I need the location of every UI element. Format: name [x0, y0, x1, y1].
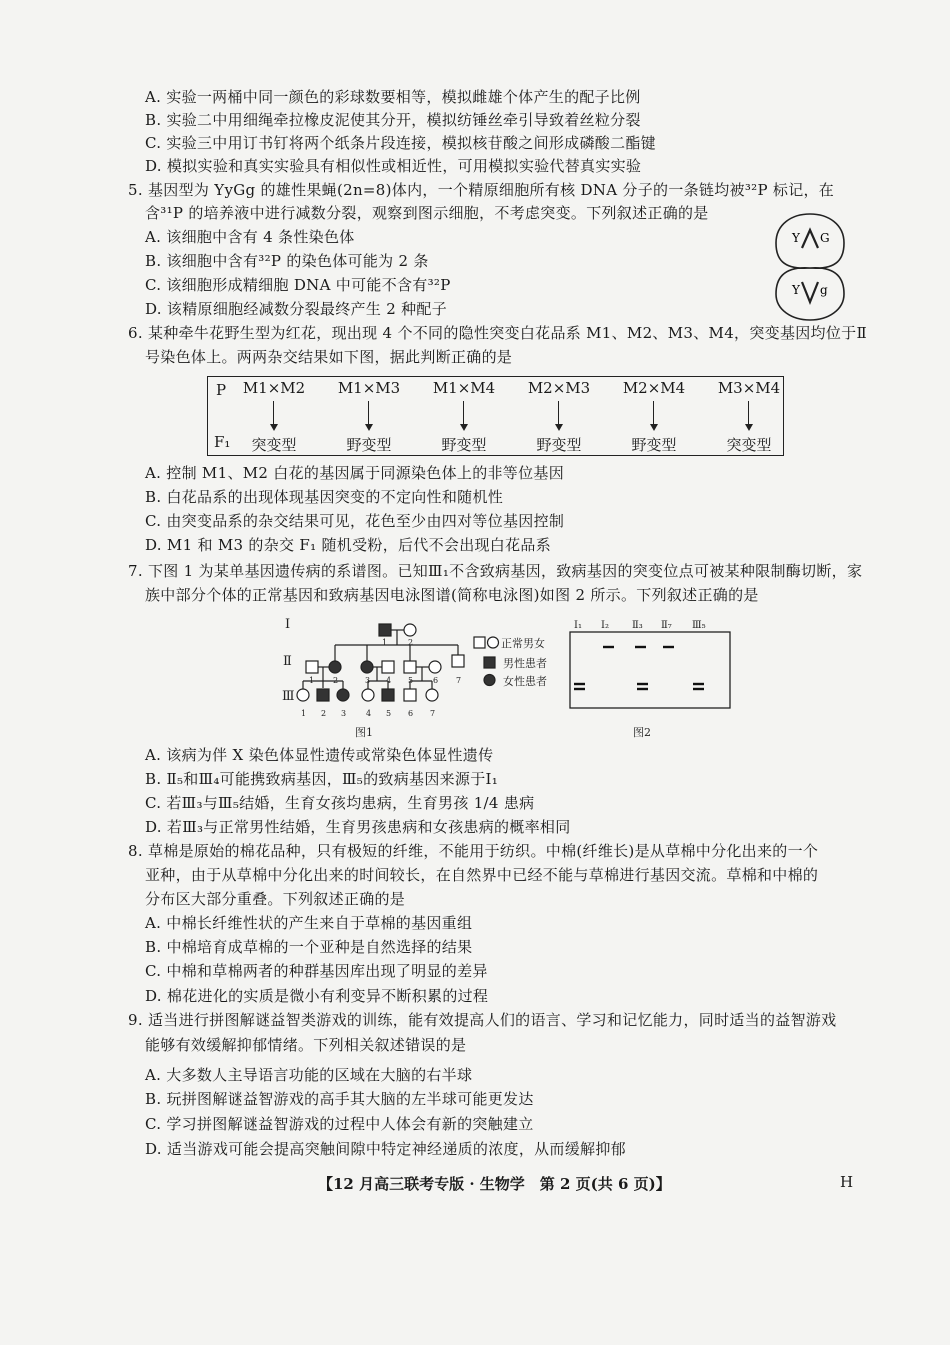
individual-number: 6 [408, 709, 414, 718]
q6-option-c: C. 由突变品系的杂交结果可见，花色至少由四对等位基因控制 [145, 512, 565, 530]
q4-option-c: C. 实验三中用订书钉将两个纸条片段连接，模拟核苷酸之间形成磷酸二酯键 [145, 134, 656, 152]
q9-option-a: A. 大多数人主导语言功能的区域在大脑的右半球 [145, 1066, 473, 1084]
legend-normal: 正常男女 [501, 637, 545, 650]
q8-option-b: B. 中棉培育成草棉的一个亚种是自然选择的结果 [145, 938, 473, 956]
q9-option-b: B. 玩拼图解谜益智游戏的高手其大脑的左半球可能更发达 [145, 1090, 534, 1108]
individual-number: 7 [456, 676, 462, 685]
figure1-caption: 图1 [355, 726, 373, 739]
down-arrow-icon [321, 401, 417, 431]
q6-option-d: D. M1 和 M3 的杂交 F₁ 随机受粉，后代不会出现白花品系 [145, 536, 551, 554]
q5-option-d: D. 该精原细胞经减数分裂最终产生 2 种配子 [145, 300, 448, 318]
f1-result: 突变型 [726, 436, 772, 454]
q9-stem-line2: 能够有效缓解抑郁情绪。下列相关叙述错误的是 [145, 1036, 467, 1054]
individual-number: 2 [408, 638, 414, 647]
q4-option-d: D. 模拟实验和真实实验具有相似性或相近性，可用模拟实验代替真实实验 [145, 157, 642, 175]
gel-lane-label: Ⅰ₂ [601, 620, 609, 631]
q5-stem-line2: 含³¹P 的培养液中进行减数分裂，观察到图示细胞，不考虑突变。下列叙述正确的是 [145, 204, 709, 222]
cell-division-diagram [772, 210, 848, 325]
legend-affected-male: 男性患者 [503, 657, 547, 670]
legend-affected-female: 女性患者 [503, 675, 547, 688]
generation-label: Ⅲ [282, 689, 295, 704]
f1-label: F₁ [214, 433, 231, 451]
individual-number: 1 [301, 709, 307, 718]
individual-number: 4 [386, 676, 392, 685]
allele-label: Y [792, 231, 800, 245]
individual-number: 4 [366, 709, 372, 718]
q7-option-b: B. Ⅱ₅和Ⅲ₄可能携致病基因，Ⅲ₅的致病基因来源于Ⅰ₁ [145, 770, 499, 788]
gel-lane-label: Ⅰ₁ [574, 620, 582, 631]
cross-label: M3×M4 [717, 379, 781, 397]
q8-stem-line3: 分布区大部分重叠。下列叙述正确的是 [145, 890, 406, 908]
gel-lane-label: Ⅱ₃ [632, 620, 643, 631]
allele-label: Y [792, 283, 800, 297]
allele-label: G [820, 231, 830, 245]
figure2-caption: 图2 [633, 726, 651, 739]
q8-option-d: D. 棉花进化的实质是微小有利变异不断积累的过程 [145, 987, 489, 1005]
pedigree-and-gel-figures [270, 605, 740, 745]
q7-option-a: A. 该病为伴 X 染色体显性遗传或常染色体显性遗传 [145, 746, 494, 764]
f1-result: 野变型 [441, 436, 487, 454]
q9-stem-line1: 9. 适当进行拼图解谜益智类游戏的训练，能有效提高人们的语言、学习和记忆能力，同时适当的益智游戏 [128, 1011, 837, 1029]
version-code: H [840, 1173, 854, 1191]
q8-stem-line2: 亚种，由于从草棉中分化出来的时间较长，在自然界中已经不能与草棉进行基因交流。草棉和中棉的 [145, 866, 819, 884]
individual-number: 7 [430, 709, 436, 718]
page-footer: 【12 月高三联考专版 · 生物学 第 2 页(共 6 页)】 [318, 1175, 671, 1193]
gel-lane-label: Ⅲ₅ [692, 620, 706, 631]
q7-option-c: C. 若Ⅲ₃与Ⅲ₅结婚，生育女孩均患病，生育男孩 1/4 患病 [145, 794, 535, 812]
q5-option-c: C. 该细胞形成精细胞 DNA 中可能不含有³²P [145, 276, 451, 294]
q4-option-b: B. 实验二中用细绳牵拉橡皮泥使其分开，模拟纺锤丝牵引导致着丝粒分裂 [145, 111, 641, 129]
q7-option-d: D. 若Ⅲ₃与正常男性结婚，生育男孩患病和女孩患病的概率相同 [145, 818, 571, 836]
q6-stem-line1: 6. 某种牵牛花野生型为红花，现出现 4 个不同的隐性突变白花品系 M1、M2、M3、M4，突变基因均位于Ⅱ [128, 324, 867, 342]
individual-number: 5 [408, 676, 414, 685]
q9-option-d: D. 适当游戏可能会提高突触间隙中特定神经递质的浓度，从而缓解抑郁 [145, 1140, 626, 1158]
cross-results-table [207, 376, 784, 456]
individual-number: 3 [365, 676, 371, 685]
generation-label: Ⅱ [283, 654, 292, 669]
q6-stem-line2: 号染色体上。两两杂交结果如下图，据此判断正确的是 [145, 348, 513, 366]
cross-label: M2×M4 [622, 379, 686, 397]
down-arrow-icon [511, 401, 607, 431]
allele-label: g [820, 283, 828, 297]
q7-stem-line1: 7. 下图 1 为某单基因遗传病的系谱图。已知Ⅲ₁不含致病基因，致病基因的突变位点可被某种限制酶切断，家 [128, 562, 863, 580]
p-label: P [216, 381, 227, 399]
q4-option-a: A. 实验一两桶中同一颜色的彩球数要相等，模拟雌雄个体产生的配子比例 [145, 88, 641, 106]
individual-number: 1 [309, 676, 315, 685]
cross-label: M2×M3 [527, 379, 591, 397]
individual-number: 5 [386, 709, 392, 718]
q8-option-c: C. 中棉和草棉两者的种群基因库出现了明显的差异 [145, 962, 488, 980]
q5-stem-line1: 5. 基因型为 YyGg 的雄性果蝇(2n=8)体内，一个精原细胞所有核 DNA 分子的一条链均被³²P 标记，在 [128, 181, 835, 199]
q5-option-a: A. 该细胞中含有 4 条性染色体 [145, 228, 355, 246]
f1-result: 野变型 [631, 436, 677, 454]
q7-stem-line2: 族中部分个体的正常基因和致病基因电泳图谱(简称电泳图)如图 2 所示。下列叙述正确的是 [145, 586, 759, 604]
individual-number: 3 [341, 709, 347, 718]
q8-stem-line1: 8. 草棉是原始的棉花品种，只有极短的纤维，不能用于纺织。中棉(纤维长)是从草棉中分化出来的一个 [128, 842, 819, 860]
individual-number: 1 [382, 638, 388, 647]
generation-label: Ⅰ [285, 617, 291, 632]
f1-result: 突变型 [251, 436, 297, 454]
down-arrow-icon [226, 401, 322, 431]
individual-number: 2 [321, 709, 327, 718]
individual-number: 6 [433, 676, 439, 685]
cross-label: M1×M3 [337, 379, 401, 397]
q5-option-b: B. 该细胞中含有³²P 的染色体可能为 2 条 [145, 252, 429, 270]
f1-result: 野变型 [536, 436, 582, 454]
f1-result: 野变型 [346, 436, 392, 454]
cross-label: M1×M4 [432, 379, 496, 397]
down-arrow-icon [701, 401, 797, 431]
q6-option-b: B. 白花品系的出现体现基因突变的不定向性和随机性 [145, 488, 504, 506]
individual-number: 2 [333, 676, 339, 685]
q6-option-a: A. 控制 M1、M2 白花的基因属于同源染色体上的非等位基因 [145, 464, 565, 482]
gel-lane-label: Ⅱ₇ [661, 620, 672, 631]
q8-option-a: A. 中棉长纤维性状的产生来自于草棉的基因重组 [145, 914, 473, 932]
q9-option-c: C. 学习拼图解谜益智游戏的过程中人体会有新的突触建立 [145, 1115, 534, 1133]
gel-box [570, 632, 730, 708]
cross-label: M1×M2 [242, 379, 306, 397]
down-arrow-icon [416, 401, 512, 431]
down-arrow-icon [606, 401, 702, 431]
